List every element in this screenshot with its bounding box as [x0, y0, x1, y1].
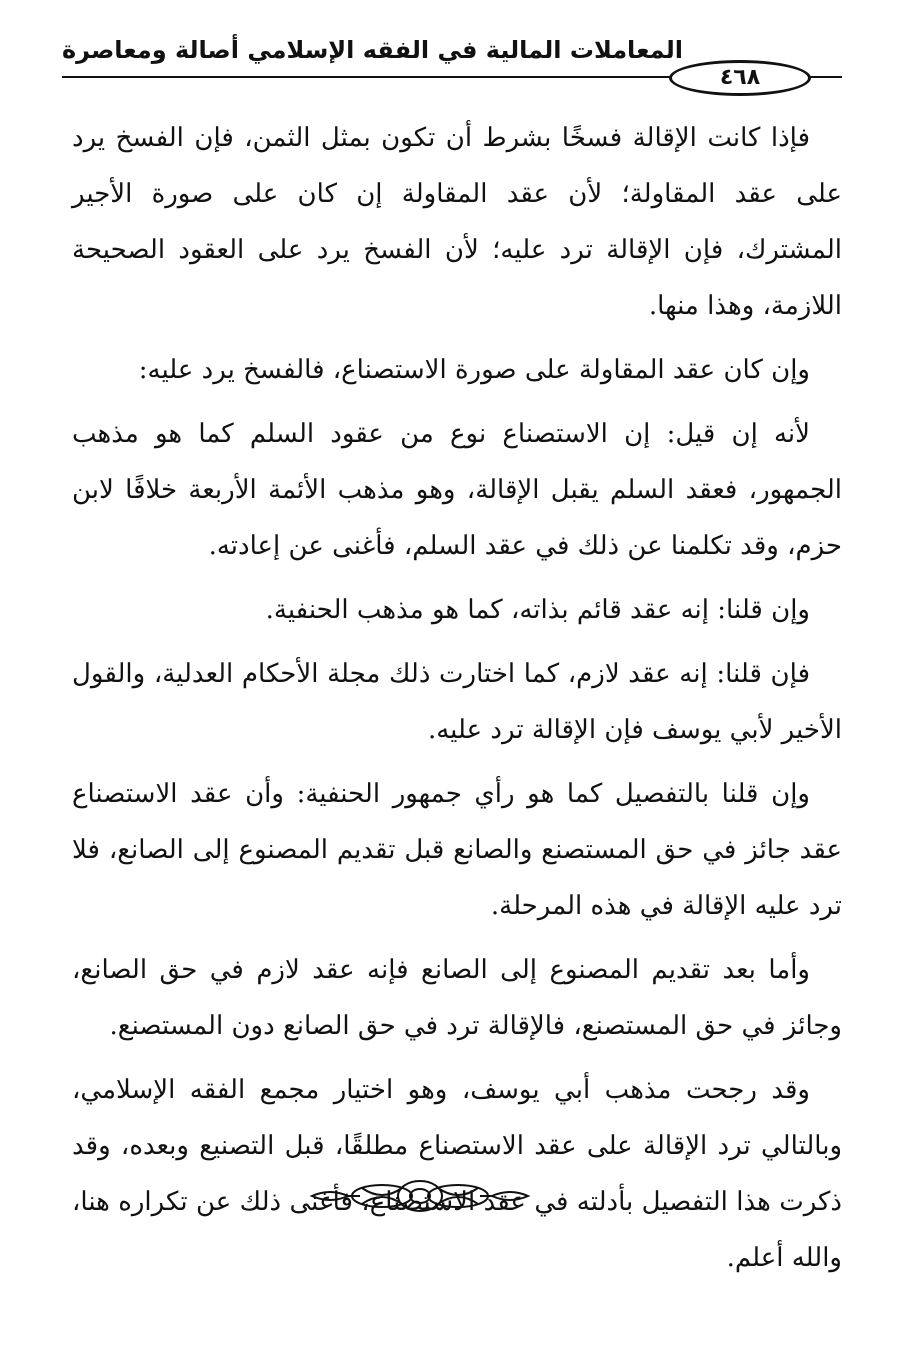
paragraph: وقد رجحت مذهب أبي يوسف، وهو اختيار مجمع الفقه الإسلامي، وبالتالي ترد الإقالة على عقد الاستصناع مطلقًا، قبل التصنيع وبعده، وقد ذكرت هذا التفصيل بأدلته في عقد الاستصناع، فأغنى ذلك عن تكراره هنا، والله أعلم.: [72, 1075, 842, 1273]
running-title: المعاملات المالية في الفقه الإسلامي أصالة ومعاصرة: [62, 36, 683, 64]
page-number: ٤٦٨: [669, 60, 811, 96]
paragraph: فإن قلنا: إنه عقد لازم، كما اختارت ذلك مجلة الأحكام العدلية، والقول الأخير لأبي يوسف فإن الإقالة ترد عليه.: [72, 659, 842, 745]
paragraph: وإن كان عقد المقاولة على صورة الاستصناع، فالفسخ يرد عليه:: [138, 355, 810, 385]
end-ornament: [310, 1176, 530, 1216]
paragraph: وإن قلنا بالتفصيل كما هو رأي جمهور الحنفية: وأن عقد الاستصناع عقد جائز في حق المستصنع والصانع قبل تقديم المصنوع إلى الصانع، فلا ترد عليه الإقالة في هذه المرحلة.: [72, 779, 842, 921]
page-header: [62, 28, 842, 103]
paragraph: فإذا كانت الإقالة فسخًا بشرط أن تكون بمثل الثمن، فإن الفسخ يرد على عقد المقاولة؛ لأن عقد المقاولة إن كان على صورة الأجير المشترك، فإن الإقالة ترد عليه؛ لأن الفسخ يرد على العقود الصحيحة اللازمة، وهذا منها.: [72, 123, 842, 321]
body-text: [72, 110, 842, 1294]
paragraph: لأنه إن قيل: إن الاستصناع نوع من عقود السلم كما هو مذهب الجمهور، فعقد السلم يقبل الإقالة، وهو مذهب الأئمة الأربعة خلافًا لابن حزم، وقد تكلمنا عن ذلك في عقد السلم، فأغنى عن إعادته.: [72, 419, 842, 561]
paragraph: وإن قلنا: إنه عقد قائم بذاته، كما هو مذهب الحنفية.: [265, 595, 810, 625]
paragraph: وأما بعد تقديم المصنوع إلى الصانع فإنه عقد لازم في حق الصانع، وجائز في حق المستصنع، فالإقالة ترد في حق الصانع دون المستصنع.: [72, 955, 842, 1041]
